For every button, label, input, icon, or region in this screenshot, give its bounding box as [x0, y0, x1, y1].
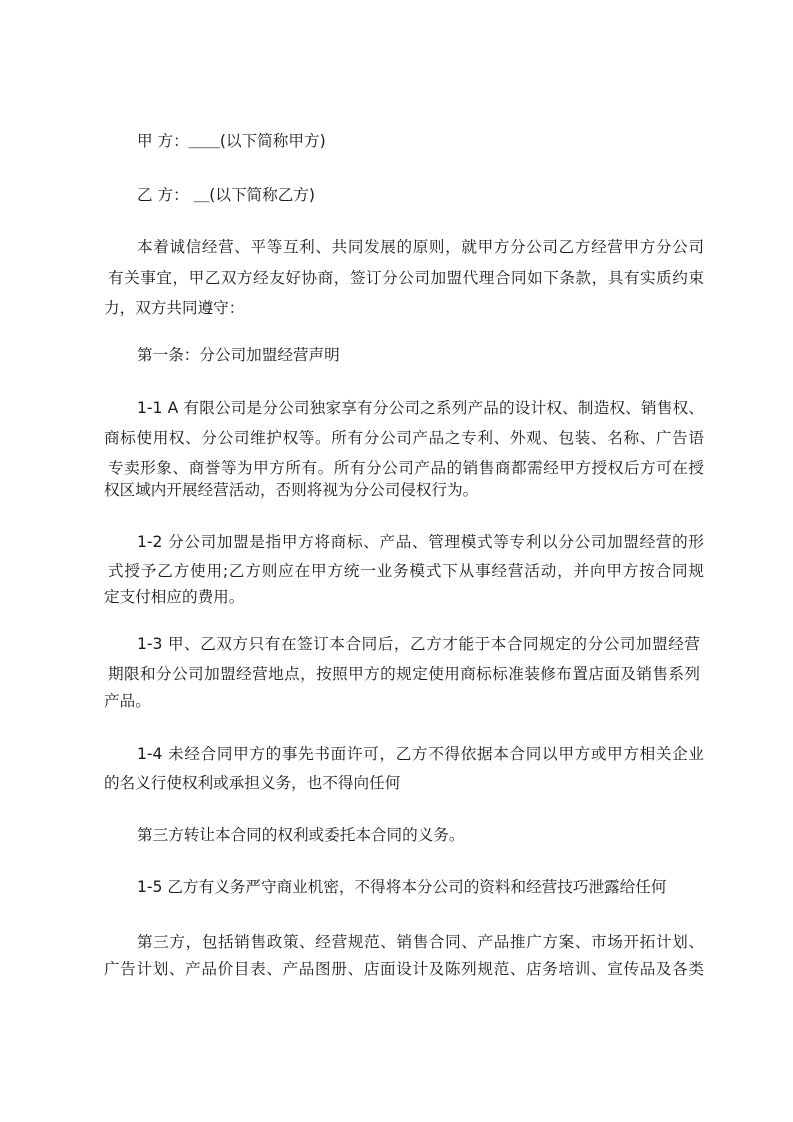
clause-1-5-continuation-line-2: 广告计划、产品价目表、产品图册、店面设计及陈列规范、店务培训、宣传品及各类	[104, 960, 704, 978]
clause-1-5-line-1: 1-5 乙方有义务严守商业机密，不得将本分公司的资料和经营技巧泄露给任何	[137, 878, 667, 896]
clause-1-3-line-2: 期限和分公司加盟经营地点，按照甲方的规定使用商标标准装修布置店面及销售系列	[108, 665, 700, 683]
clause-1-4-line-2: 的名义行使权利或承担义务，也不得向任何	[104, 774, 401, 792]
clause-1-4-line-1: 1-4 未经合同甲方的事先书面许可，乙方不得依据本合同以甲方或甲方相关企业	[137, 745, 704, 763]
clause-1-5-continuation-line-1: 第三方，包括销售政策、经营规范、销售合同、产品推广方案、市场开拓计划、	[137, 933, 704, 951]
clause-1-1-line-3: 专卖形象、商誉等为甲方所有。所有分公司产品的销售商都需经甲方授权后方可在授	[108, 459, 704, 477]
preamble-line-2: 有关事宜，甲乙双方经友好协商，签订分公司加盟代理合同如下条款，具有实质约束	[108, 269, 704, 287]
clause-1-1-line-2: 商标使用权、分公司维护权等。所有分公司产品之专利、外观、包装、名称、广告语	[104, 429, 704, 447]
clause-1-3-line-1: 1-3 甲、乙双方只有在签订本合同后，乙方才能于本合同规定的分公司加盟经营	[137, 635, 700, 653]
clause-1-3-line-3: 产品。	[104, 692, 151, 710]
party-a-line: 甲 方：＿＿(以下简称甲方)	[137, 132, 326, 150]
clause-1-4-continuation: 第三方转让本合同的权利或委托本合同的义务。	[137, 826, 465, 844]
clause-1-2-line-1: 1-2 分公司加盟是指甲方将商标、产品、管理模式等专利以分公司加盟经营的形	[137, 533, 704, 551]
clause-1-1-line-4: 权区域内开展经营活动，否则将视为分公司侵权行为。	[104, 481, 479, 499]
clause-1-2-line-3: 定支付相应的费用。	[104, 588, 245, 606]
preamble-line-1: 本着诚信经营、平等互利、共同发展的原则，就甲方分公司乙方经营甲方分公司	[137, 238, 704, 256]
party-b-line: 乙 方： ＿(以下简称乙方)	[137, 186, 316, 204]
clause-1-2-line-2: 式授予乙方使用;乙方则应在甲方统一业务模式下从事经营活动，并向甲方按合同规	[108, 562, 704, 580]
clause-1-1-line-1: 1-1 A 有限公司是分公司独家享有分公司之系列产品的设计权、制造权、销售权、	[137, 399, 704, 417]
article-1-title: 第一条：分公司加盟经营声明	[137, 346, 340, 364]
preamble-line-3: 力，双方共同遵守：	[104, 299, 245, 317]
